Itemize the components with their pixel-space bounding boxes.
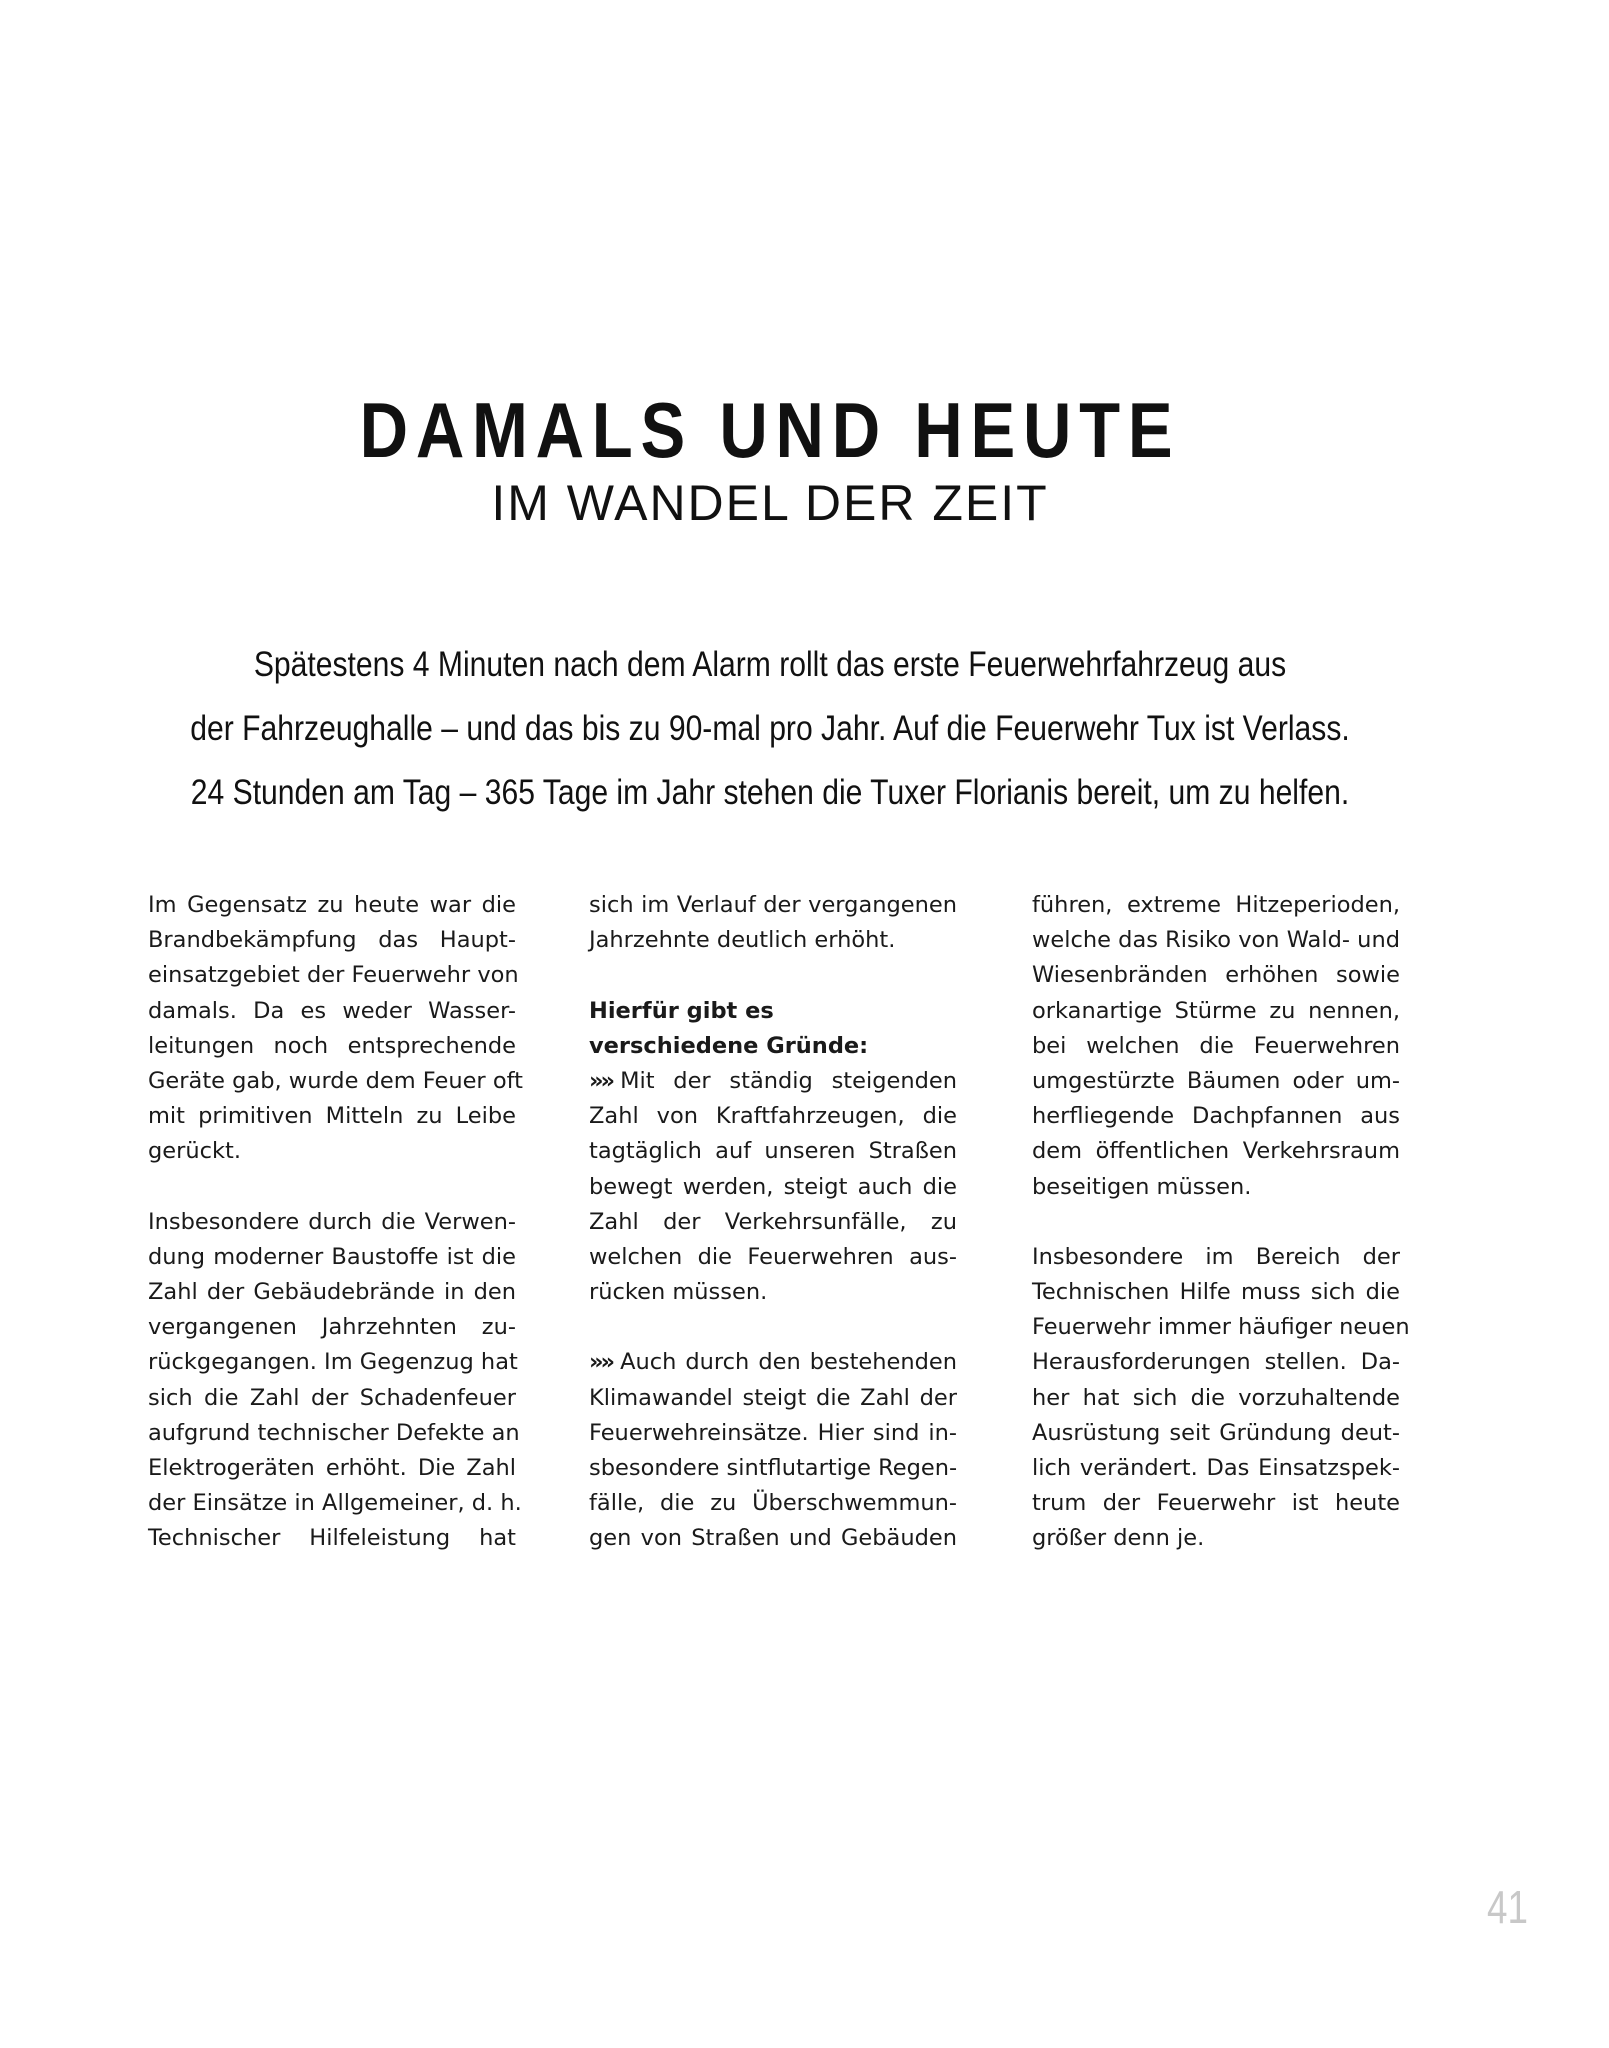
text-line: Herausforderungen stellen. Da- (1032, 1349, 1400, 1376)
text-line: Im Gegensatz zu heute war die (148, 892, 516, 918)
text-column-3 (1032, 888, 1410, 1557)
text-line: Feuerwehreinsätze. Hier sind in- (589, 1419, 957, 1446)
text-line: orkanartige Stürme zu nennen, (1032, 997, 1400, 1024)
text-line: einsatzgebiet der Feuerwehr von (148, 962, 519, 989)
text-line: fälle, die zu Überschwemmun- (589, 1490, 957, 1517)
text-line: gerückt. (148, 1138, 242, 1165)
intro-line: der Fahrzeughalle – und das bis zu 90-mal pro Jahr. Auf die Feuerwehr Tux ist Verlass. (190, 709, 1350, 748)
text-line: bei welchen die Feuerwehren (1032, 1032, 1400, 1059)
paragraph-gap (148, 1170, 516, 1205)
text-line: bewegt werden, steigt auch die (589, 1173, 957, 1200)
text-line: Wiesenbränden erhöhen sowie (1032, 962, 1400, 989)
text-line: Technischen Hilfe muss sich die (1032, 1279, 1400, 1306)
text-line: dung moderner Baustoffe ist die (148, 1243, 516, 1270)
subheading-line: Hierfür gibt es (589, 997, 774, 1024)
page-title: DAMALS UND HEUTE (359, 386, 1181, 474)
text-line: Zahl der Gebäudebrände in den (148, 1279, 516, 1306)
text-line: welchen die Feuerwehren aus- (589, 1243, 957, 1270)
paragraph (1032, 1240, 1410, 1557)
paragraph (1032, 888, 1400, 1205)
bullet-item (589, 1064, 957, 1310)
text-line: Technischer Hilfeleistung hat (148, 1525, 516, 1552)
text-line: rücken müssen. (589, 1279, 768, 1306)
text-line: Insbesondere im Bereich der (1032, 1243, 1400, 1270)
paragraph (589, 888, 957, 958)
text-line: Elektrogeräten erhöht. Die Zahl (148, 1455, 516, 1481)
text-line: damals. Da es weder Wasser- (148, 997, 516, 1024)
chevron-bullet-icon: »» (589, 1349, 613, 1376)
text-column-1 (148, 888, 523, 1557)
bullet-item (589, 1345, 957, 1556)
text-line: der Einsätze in Allgemeiner, d. h. (148, 1490, 522, 1517)
subheading-line: verschiedene Gründe: (589, 1032, 869, 1059)
text-line (589, 1345, 957, 1380)
text-line: Zahl der Verkehrsunfälle, zu (589, 1208, 957, 1235)
text-line: gen von Straßen und Gebäuden (589, 1525, 957, 1552)
text-line: Insbesondere durch die Verwen- (148, 1208, 516, 1235)
text-line: dem öffentlichen Verkehrsraum (1032, 1138, 1400, 1165)
text-line: Geräte gab, wurde dem Feuer oft (148, 1067, 523, 1094)
text-column-2 (589, 888, 957, 1557)
page-subtitle: IM WANDEL DER ZEIT (491, 475, 1049, 531)
text-line: sich im Verlauf der vergangenen (589, 892, 957, 918)
intro-paragraph (0, 633, 1540, 825)
page-number: 41 (1487, 1881, 1528, 1933)
text-line: welche das Risiko von Wald- und (1032, 927, 1400, 954)
text-line: trum der Feuerwehr ist heute (1032, 1490, 1400, 1517)
chevron-bullet-icon: »» (589, 1067, 613, 1094)
text-line: Brandbekämpfung das Haupt- (148, 927, 516, 954)
text-line: führen, extreme Hitzeperioden, (1032, 892, 1400, 918)
text-line: herfliegende Dachpfannen aus (1032, 1103, 1400, 1130)
paragraph-gap (1032, 1205, 1400, 1240)
text-line: größer denn je. (1032, 1525, 1205, 1552)
title-block (0, 385, 1540, 531)
text-line: Klimawandel steigt die Zahl der (589, 1384, 957, 1411)
text-line: Feuerwehr immer häufiger neuen (1032, 1314, 1410, 1341)
paragraph-gap (589, 958, 957, 993)
bullet-text: Mit der ständig steigenden (620, 1067, 957, 1094)
paragraph (148, 888, 523, 1170)
paragraph (148, 1205, 522, 1557)
text-line: leitungen noch entsprechende (148, 1032, 516, 1059)
paragraph-gap (589, 1310, 957, 1345)
text-line: tagtäglich auf unseren Straßen (589, 1138, 957, 1165)
text-line: vergangenen Jahrzehnten zu- (148, 1314, 516, 1341)
intro-line: Spätestens 4 Minuten nach dem Alarm rollt das erste Feuerwehrfahrzeug aus (253, 645, 1287, 684)
text-line: sbesondere sintflutartige Regen- (589, 1455, 958, 1481)
text-line: her hat sich die vorzuhaltende (1032, 1384, 1400, 1411)
text-line: lich verändert. Das Einsatzspek- (1032, 1455, 1400, 1481)
text-line: Ausrüstung seit Gründung deut- (1032, 1419, 1400, 1446)
bullet-text: Auch durch den bestehenden (620, 1349, 957, 1376)
text-line: Jahrzehnte deutlich erhöht. (589, 927, 896, 954)
text-line (589, 1064, 957, 1099)
text-line: Zahl von Kraftfahrzeugen, die (589, 1103, 957, 1130)
text-line: beseitigen müssen. (1032, 1173, 1252, 1200)
text-line: mit primitiven Mitteln zu Leibe (148, 1103, 516, 1130)
text-line: aufgrund technischer Defekte an (148, 1419, 520, 1446)
subheading (589, 994, 957, 1064)
text-line: umgestürzte Bäumen oder um- (1032, 1067, 1400, 1094)
text-line: sich die Zahl der Schadenfeuer (148, 1384, 516, 1411)
intro-line: 24 Stunden am Tag – 365 Tage im Jahr stehen die Tuxer Florianis bereit, um zu helfen. (190, 773, 1350, 812)
text-line: rückgegangen. Im Gegenzug hat (148, 1349, 518, 1376)
